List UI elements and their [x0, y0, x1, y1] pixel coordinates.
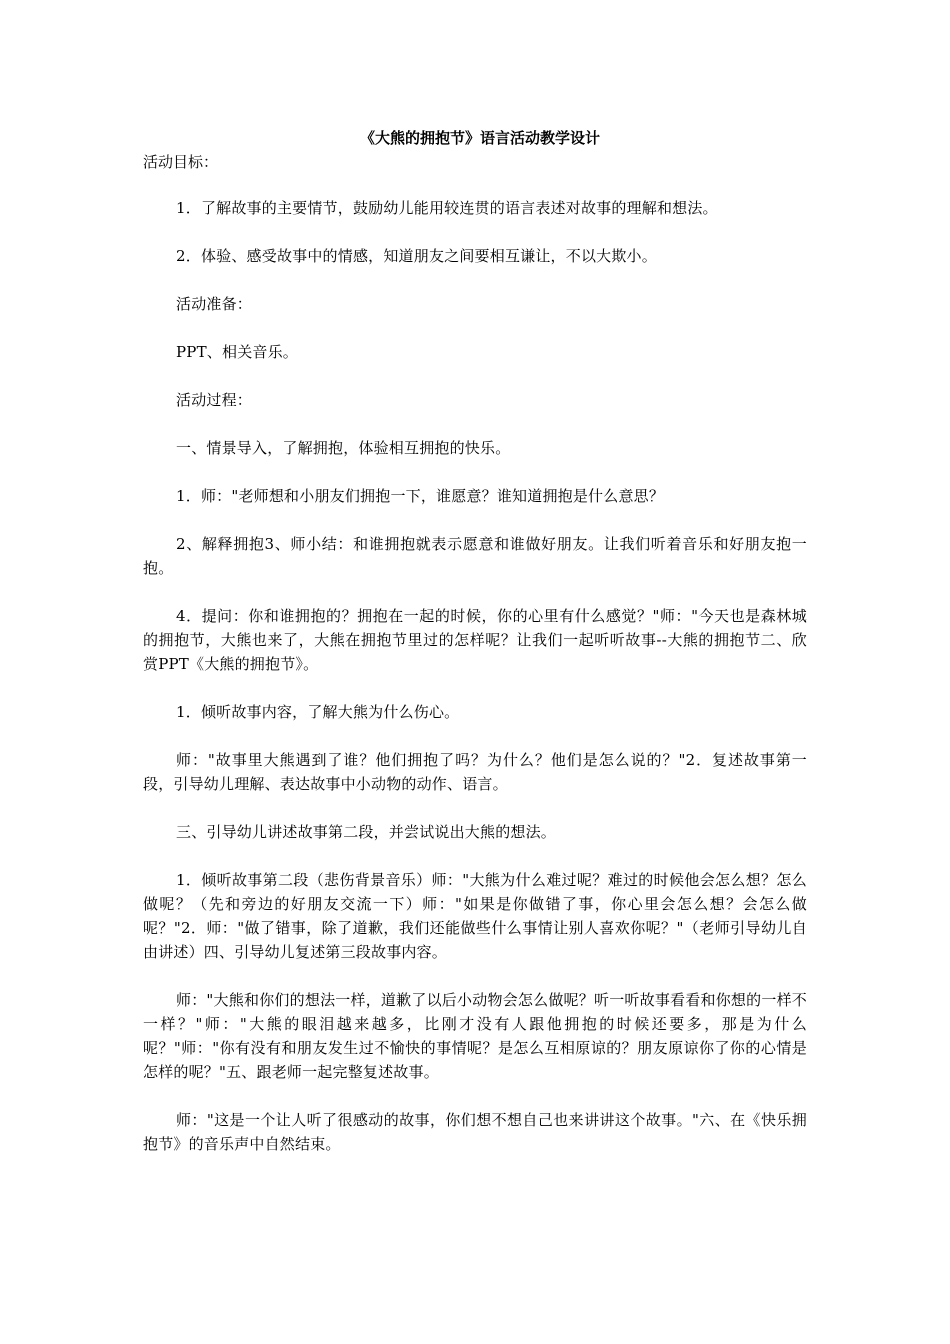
- paragraph-step-4: 师："大熊和你们的想法一样，道歉了以后小动物会怎么做呢？听一听故事看看和你想的一样不一样？"师："大熊的眼泪越来越多，比刚才没有人跟他拥抱的时候还要多，那是为什么呢？"师："你有没有和朋友发生过不愉快的事情呢？是怎么互相原谅的？朋友原谅你了你的心情是怎样的呢？"五、跟老师一起完整复述故事。: [143, 991, 807, 1081]
- paragraph-step-1-2: 2、解释拥抱3、师小结：和谁拥抱就表示愿意和谁做好朋友。让我们听着音乐和好朋友抱一抱。: [143, 535, 807, 577]
- document-title: 《大熊的拥抱节》语言活动教学设计: [359, 129, 600, 147]
- paragraph-step-1-1: 1．师："老师想和小朋友们拥抱一下，谁愿意？谁知道拥抱是什么意思？: [176, 487, 665, 505]
- paragraph-step-2-1: 1．倾听故事内容，了解大熊为什么伤心。: [176, 703, 460, 721]
- paragraph-step-2-2: 师："故事里大熊遇到了谁？他们拥抱了吗？为什么？他们是怎么说的？"2．复述故事第一段，引导幼儿理解、表达故事中小动物的动作、语言。: [143, 751, 807, 793]
- paragraph-step-3-heading: 三、引导幼儿讲述故事第二段，并尝试说出大熊的想法。: [176, 823, 557, 841]
- paragraph-process-label: 活动过程：: [176, 391, 253, 409]
- paragraph-preparation-label: 活动准备：: [176, 295, 253, 313]
- paragraph-preparation-items: PPT、相关音乐。: [176, 343, 298, 361]
- paragraph-step-5-6: 师："这是一个让人听了很感动的故事，你们想不想自己也来讲讲这个故事。"六、在《快乐拥抱节》的音乐声中自然结束。: [143, 1111, 807, 1153]
- paragraph-objective-2: 2．体验、感受故事中的情感，知道朋友之间要相互谦让，不以大欺小。: [176, 247, 657, 265]
- paragraph-objective-1: 1．了解故事的主要情节，鼓励幼儿能用较连贯的语言表述对故事的理解和想法。: [176, 199, 718, 217]
- document-page: [143, 126, 807, 1180]
- objectives-label: 活动目标：: [143, 153, 219, 171]
- paragraph-step-1-4: 4．提问：你和谁拥抱的？拥抱在一起的时候，你的心里有什么感觉？"师："今天也是森林城的拥抱节，大熊也来了，大熊在拥抱节里过的怎样呢？让我们一起听听故事--大熊的拥抱节二、欣赏PPT《大熊的拥抱节》。: [143, 607, 807, 673]
- paragraph-step-3-1: 1．倾听故事第二段（悲伤背景音乐）师："大熊为什么难过呢？难过的时候他会怎么想？怎么做呢？（先和旁边的好朋友交流一下）师："如果是你做错了事，你心里会怎么想？会怎么做呢？"2．师："做了错事，除了道歉，我们还能做些什么事情让别人喜欢你呢？"（老师引导幼儿自由讲述）四、引导幼儿复述第三段故事内容。: [143, 871, 807, 961]
- paragraph-step-1-heading: 一、情景导入，了解拥抱，体验相互拥抱的快乐。: [176, 439, 511, 457]
